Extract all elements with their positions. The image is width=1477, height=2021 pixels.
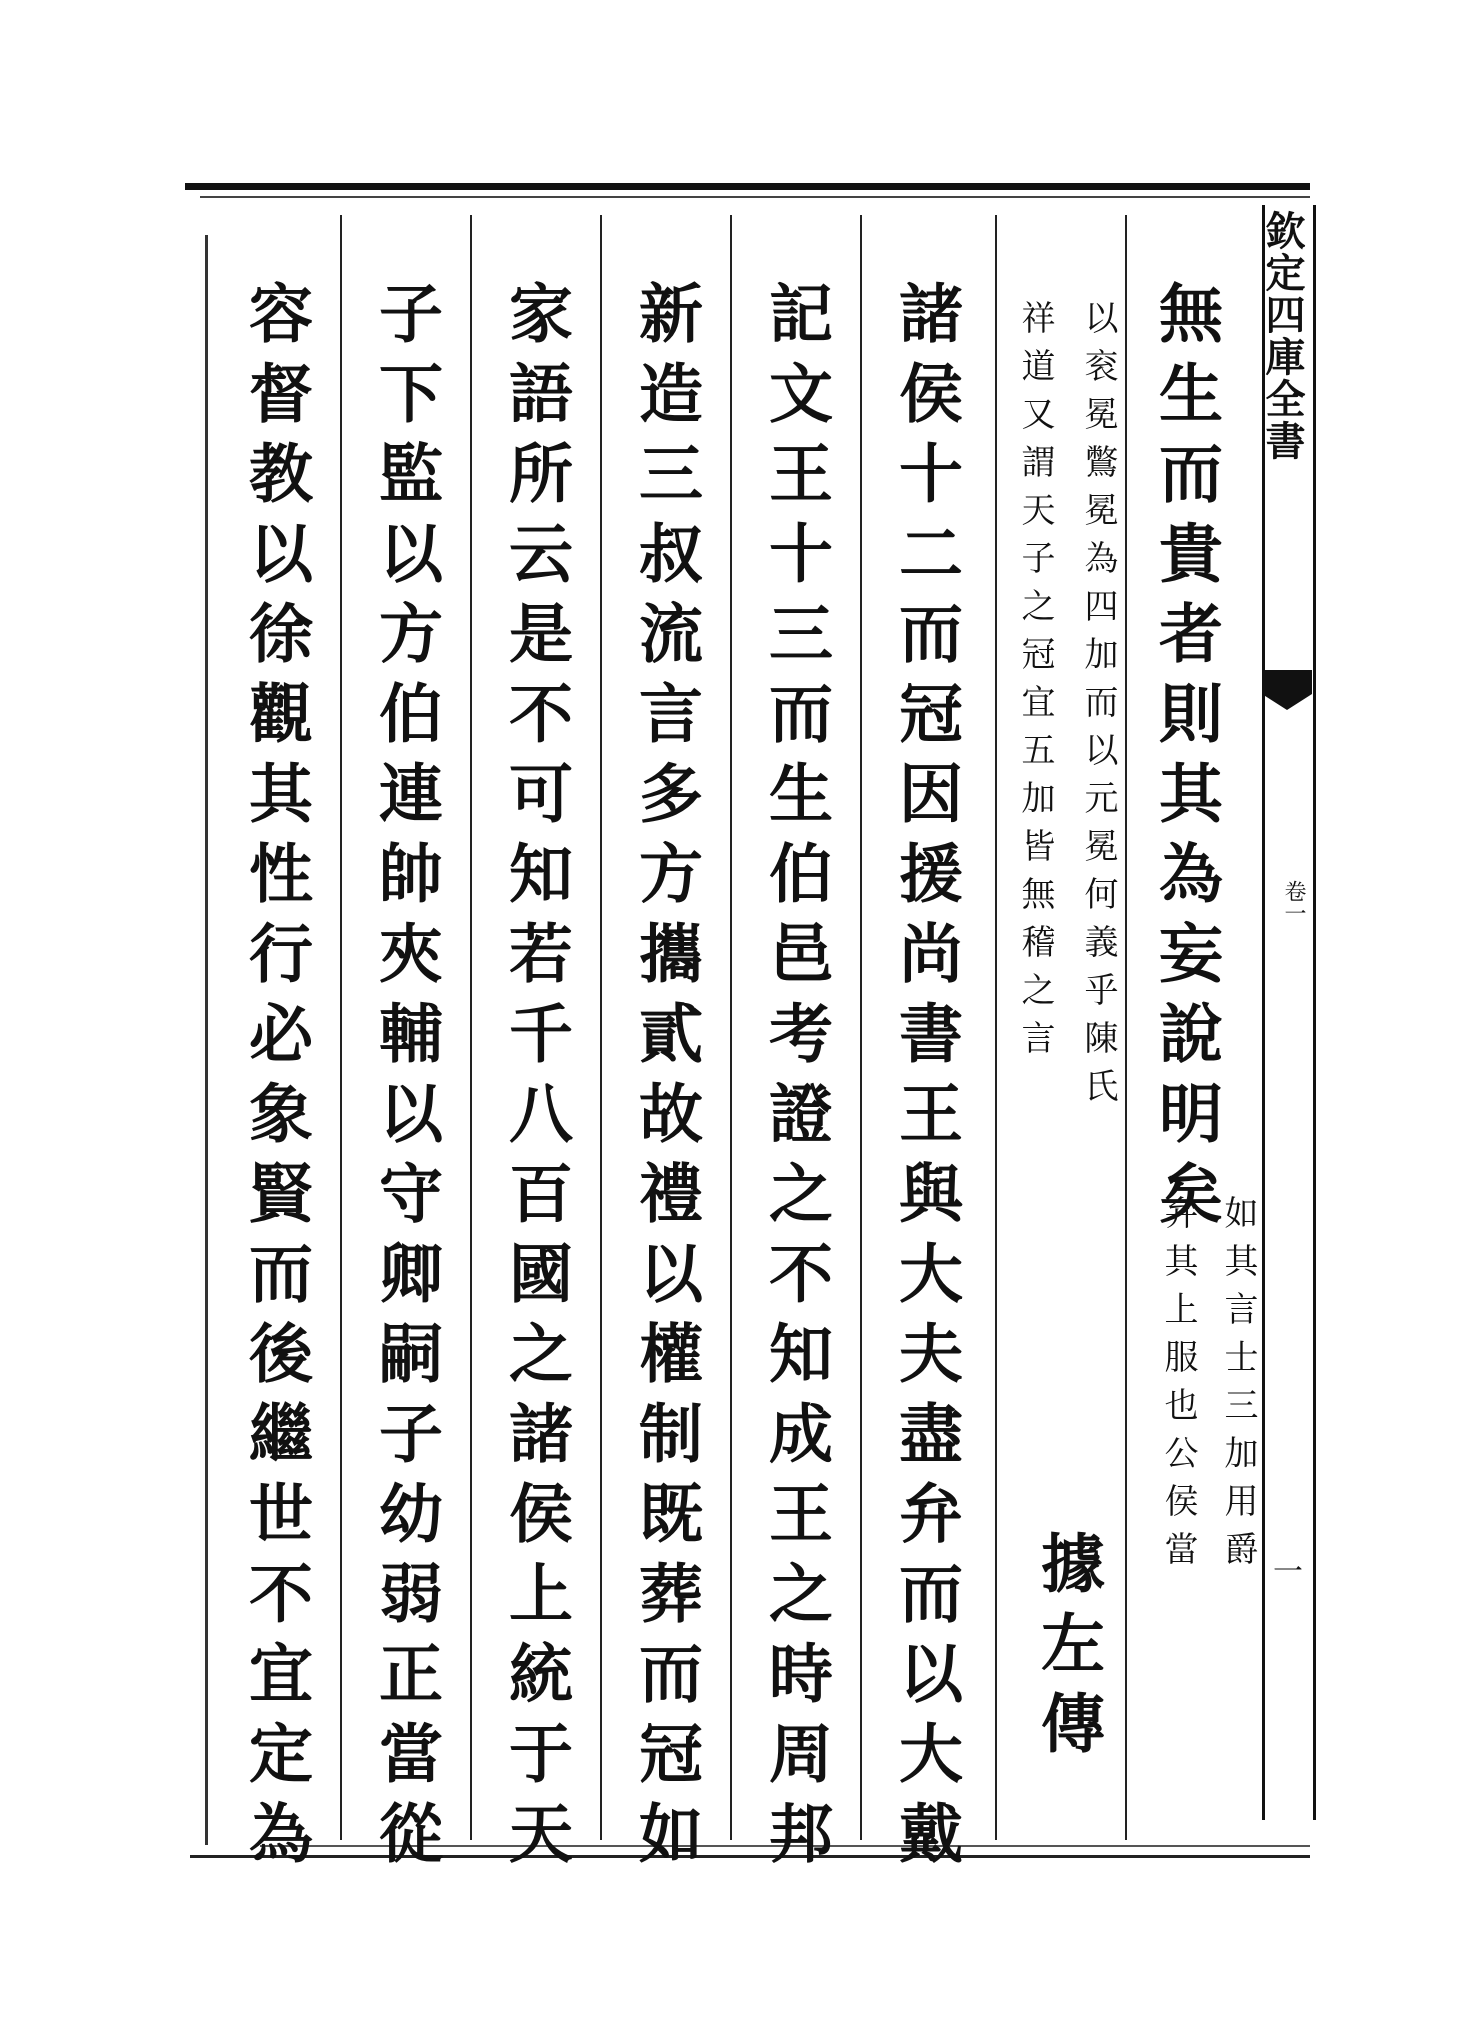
- text-column-5: 新造三叔流言多方攜貳故禮以權制既葬而冠如: [628, 280, 703, 1880]
- column-rule: [730, 215, 732, 1840]
- top-border: [185, 183, 1310, 190]
- text-column-4: 記文王十三而生伯邑考證之不知成王之時周邦: [758, 280, 833, 1880]
- note-column-2a: 以衮冕鷩冕為四加而以元冕何義乎陳氏: [1078, 300, 1118, 1116]
- note-column-1a: 如其言士三加用爵: [1218, 1195, 1258, 1579]
- text-column-3: 諸侯十二而冠因援尚書王與大夫盡弁而以大戴: [888, 280, 963, 1880]
- note-column-1b: 弁其上服也公侯當: [1158, 1195, 1198, 1579]
- text-column-1: 無生而貴者則其為妄說明矣: [1148, 280, 1223, 1240]
- column-rule: [340, 215, 342, 1840]
- column-rule: [995, 215, 997, 1840]
- margin-book-title: 欽定四庫全書: [1259, 210, 1306, 462]
- text-column-7: 子下監以方伯連帥夾輔以守卿嗣子幼弱正當從: [368, 280, 443, 1880]
- text-column-2-tail: 據左傳: [1030, 1530, 1105, 1770]
- left-border: [205, 235, 208, 1845]
- column-rule: [600, 215, 602, 1840]
- margin-volume-label: 卷一: [1281, 880, 1306, 924]
- text-column-8: 容督教以徐觀其性行必象賢而後繼世不宜定為: [238, 280, 313, 1880]
- column-rule: [470, 215, 472, 1840]
- note-column-2b: 祥道又謂天子之冠宜五加皆無稽之言: [1015, 300, 1055, 1068]
- text-column-6: 家語所云是不可知若千八百國之諸侯上統于天: [498, 280, 573, 1880]
- top-border-inner: [200, 196, 1310, 198]
- column-rule: [860, 215, 862, 1840]
- margin-page-number: 一: [1267, 1555, 1302, 1585]
